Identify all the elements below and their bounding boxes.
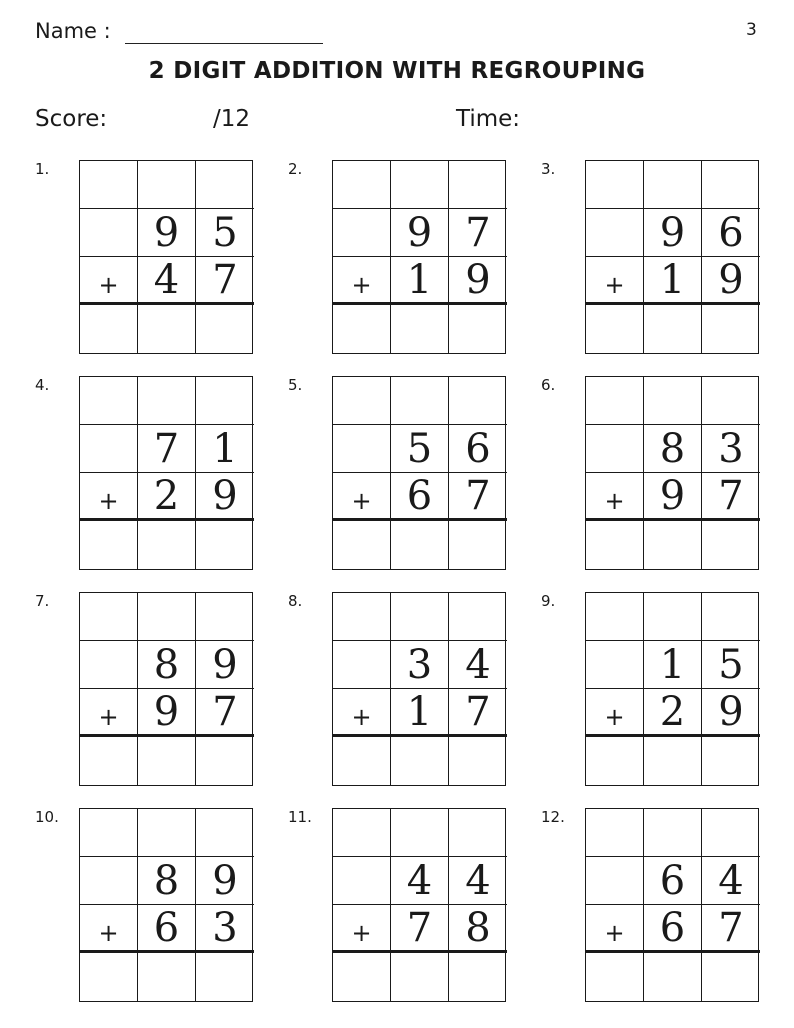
bottom-tens-digit: 6 xyxy=(138,905,196,953)
bottom-ones-digit: 8 xyxy=(449,905,507,953)
empty-cell xyxy=(586,209,644,257)
answer-hundreds-cell[interactable] xyxy=(333,737,391,785)
answer-ones-cell[interactable] xyxy=(449,521,507,569)
addition-problem xyxy=(288,808,528,1008)
empty-cell xyxy=(80,641,138,689)
answer-hundreds-cell[interactable] xyxy=(586,953,644,1001)
top-tens-digit: 8 xyxy=(138,857,196,905)
bottom-ones-digit: 3 xyxy=(196,905,254,953)
top-ones-digit: 4 xyxy=(449,857,507,905)
name-line[interactable] xyxy=(125,43,323,44)
carry-cell-1[interactable] xyxy=(138,377,196,425)
bottom-ones-digit: 9 xyxy=(702,257,760,305)
carry-cell-0[interactable] xyxy=(333,809,391,857)
carry-cell-0[interactable] xyxy=(80,377,138,425)
answer-ones-cell[interactable] xyxy=(702,305,760,353)
bottom-tens-digit: 2 xyxy=(138,473,196,521)
carry-cell-2[interactable] xyxy=(196,593,254,641)
bottom-ones-digit: 7 xyxy=(702,905,760,953)
answer-ones-cell[interactable] xyxy=(196,521,254,569)
answer-hundreds-cell[interactable] xyxy=(333,305,391,353)
bottom-ones-digit: 9 xyxy=(196,473,254,521)
problem-number: 11. xyxy=(288,808,312,826)
answer-ones-cell[interactable] xyxy=(449,305,507,353)
empty-cell xyxy=(333,209,391,257)
answer-tens-cell[interactable] xyxy=(644,953,702,1001)
carry-cell-1[interactable] xyxy=(391,593,449,641)
top-tens-digit: 6 xyxy=(644,857,702,905)
answer-tens-cell[interactable] xyxy=(391,737,449,785)
bottom-tens-digit: 1 xyxy=(391,689,449,737)
top-tens-digit: 4 xyxy=(391,857,449,905)
answer-hundreds-cell[interactable] xyxy=(586,521,644,569)
carry-cell-2[interactable] xyxy=(196,161,254,209)
top-tens-digit: 1 xyxy=(644,641,702,689)
carry-cell-1[interactable] xyxy=(138,161,196,209)
answer-hundreds-cell[interactable] xyxy=(80,305,138,353)
addition-problem xyxy=(541,592,781,792)
problem-grid-box xyxy=(79,592,253,786)
top-tens-digit: 9 xyxy=(138,209,196,257)
answer-ones-cell[interactable] xyxy=(702,521,760,569)
plus-sign: + xyxy=(586,257,644,305)
addition-problem xyxy=(35,592,275,792)
top-ones-digit: 9 xyxy=(196,641,254,689)
carry-cell-2[interactable] xyxy=(449,809,507,857)
carry-cell-1[interactable] xyxy=(644,593,702,641)
carry-cell-2[interactable] xyxy=(196,377,254,425)
top-tens-digit: 7 xyxy=(138,425,196,473)
addition-problem xyxy=(35,376,275,576)
problem-number: 3. xyxy=(541,160,556,178)
addition-problem xyxy=(288,592,528,792)
answer-hundreds-cell[interactable] xyxy=(80,953,138,1001)
answer-ones-cell[interactable] xyxy=(196,953,254,1001)
top-ones-digit: 6 xyxy=(702,209,760,257)
bottom-ones-digit: 9 xyxy=(702,689,760,737)
answer-ones-cell[interactable] xyxy=(702,737,760,785)
problem-number: 8. xyxy=(288,592,303,610)
carry-cell-1[interactable] xyxy=(391,809,449,857)
top-ones-digit: 9 xyxy=(196,857,254,905)
top-tens-digit: 9 xyxy=(391,209,449,257)
carry-cell-1[interactable] xyxy=(391,161,449,209)
bottom-tens-digit: 9 xyxy=(138,689,196,737)
carry-cell-2[interactable] xyxy=(702,809,760,857)
plus-sign: + xyxy=(80,257,138,305)
addition-problem xyxy=(541,376,781,576)
empty-cell xyxy=(586,425,644,473)
carry-cell-0[interactable] xyxy=(80,809,138,857)
worksheet-title: 2 DIGIT ADDITION WITH REGROUPING xyxy=(148,58,646,84)
top-tens-digit: 5 xyxy=(391,425,449,473)
problem-grid-box xyxy=(332,160,506,354)
carry-cell-0[interactable] xyxy=(333,377,391,425)
problem-number: 1. xyxy=(35,160,50,178)
problem-grid-box xyxy=(332,376,506,570)
carry-cell-1[interactable] xyxy=(138,809,196,857)
carry-cell-2[interactable] xyxy=(702,161,760,209)
bottom-tens-digit: 6 xyxy=(644,905,702,953)
bottom-tens-digit: 7 xyxy=(391,905,449,953)
answer-tens-cell[interactable] xyxy=(644,305,702,353)
top-ones-digit: 4 xyxy=(702,857,760,905)
empty-cell xyxy=(80,209,138,257)
problem-grid-box xyxy=(79,808,253,1002)
plus-sign: + xyxy=(333,473,391,521)
answer-hundreds-cell[interactable] xyxy=(333,953,391,1001)
problem-number: 10. xyxy=(35,808,59,826)
plus-sign: + xyxy=(80,689,138,737)
bottom-tens-digit: 9 xyxy=(644,473,702,521)
carry-cell-2[interactable] xyxy=(449,377,507,425)
plus-sign: + xyxy=(333,905,391,953)
carry-cell-2[interactable] xyxy=(449,161,507,209)
plus-sign: + xyxy=(333,689,391,737)
top-ones-digit: 6 xyxy=(449,425,507,473)
addition-problem xyxy=(35,160,275,360)
carry-cell-2[interactable] xyxy=(702,377,760,425)
problem-number: 4. xyxy=(35,376,50,394)
problem-number: 2. xyxy=(288,160,303,178)
bottom-ones-digit: 7 xyxy=(449,473,507,521)
answer-tens-cell[interactable] xyxy=(391,305,449,353)
plus-sign: + xyxy=(586,905,644,953)
answer-ones-cell[interactable] xyxy=(196,737,254,785)
answer-hundreds-cell[interactable] xyxy=(586,305,644,353)
addition-problem xyxy=(35,808,275,1008)
problem-grid-box xyxy=(585,808,759,1002)
answer-hundreds-cell[interactable] xyxy=(333,521,391,569)
score-total: /12 xyxy=(213,106,251,132)
carry-cell-0[interactable] xyxy=(586,377,644,425)
carry-cell-0[interactable] xyxy=(333,161,391,209)
name-label: Name : xyxy=(35,19,111,43)
carry-cell-0[interactable] xyxy=(586,593,644,641)
score-label: Score: xyxy=(35,106,108,132)
plus-sign: + xyxy=(586,689,644,737)
top-tens-digit: 8 xyxy=(644,425,702,473)
plus-sign: + xyxy=(586,473,644,521)
answer-tens-cell[interactable] xyxy=(644,521,702,569)
top-ones-digit: 7 xyxy=(449,209,507,257)
problem-number: 7. xyxy=(35,592,50,610)
top-tens-digit: 8 xyxy=(138,641,196,689)
answer-ones-cell[interactable] xyxy=(196,305,254,353)
plus-sign: + xyxy=(80,473,138,521)
bottom-ones-digit: 7 xyxy=(196,257,254,305)
plus-sign: + xyxy=(333,257,391,305)
top-ones-digit: 4 xyxy=(449,641,507,689)
problem-grid-box xyxy=(332,592,506,786)
bottom-ones-digit: 7 xyxy=(702,473,760,521)
problem-grid-box xyxy=(332,808,506,1002)
empty-cell xyxy=(333,641,391,689)
carry-cell-1[interactable] xyxy=(644,809,702,857)
addition-problem xyxy=(288,376,528,576)
problem-grid-box xyxy=(585,160,759,354)
answer-tens-cell[interactable] xyxy=(138,305,196,353)
answer-tens-cell[interactable] xyxy=(391,953,449,1001)
answer-ones-cell[interactable] xyxy=(449,737,507,785)
problem-number: 5. xyxy=(288,376,303,394)
bottom-ones-digit: 9 xyxy=(449,257,507,305)
bottom-tens-digit: 2 xyxy=(644,689,702,737)
top-ones-digit: 5 xyxy=(702,641,760,689)
carry-cell-2[interactable] xyxy=(196,809,254,857)
addition-problem xyxy=(288,160,528,360)
answer-tens-cell[interactable] xyxy=(644,737,702,785)
carry-cell-1[interactable] xyxy=(138,593,196,641)
answer-tens-cell[interactable] xyxy=(138,737,196,785)
carry-cell-0[interactable] xyxy=(333,593,391,641)
carry-cell-0[interactable] xyxy=(586,809,644,857)
carry-cell-2[interactable] xyxy=(449,593,507,641)
answer-hundreds-cell[interactable] xyxy=(80,737,138,785)
top-ones-digit: 3 xyxy=(702,425,760,473)
answer-ones-cell[interactable] xyxy=(449,953,507,1001)
problem-number: 9. xyxy=(541,592,556,610)
problem-grid-box xyxy=(585,376,759,570)
carry-cell-0[interactable] xyxy=(80,593,138,641)
page-number: 3 xyxy=(746,20,757,40)
answer-tens-cell[interactable] xyxy=(138,521,196,569)
answer-hundreds-cell[interactable] xyxy=(80,521,138,569)
bottom-tens-digit: 1 xyxy=(644,257,702,305)
problem-number: 12. xyxy=(541,808,565,826)
bottom-ones-digit: 7 xyxy=(196,689,254,737)
answer-tens-cell[interactable] xyxy=(391,521,449,569)
empty-cell xyxy=(586,857,644,905)
bottom-tens-digit: 1 xyxy=(391,257,449,305)
empty-cell xyxy=(333,857,391,905)
carry-cell-0[interactable] xyxy=(80,161,138,209)
top-tens-digit: 3 xyxy=(391,641,449,689)
empty-cell xyxy=(80,425,138,473)
top-ones-digit: 1 xyxy=(196,425,254,473)
bottom-tens-digit: 6 xyxy=(391,473,449,521)
problem-grid-box xyxy=(79,376,253,570)
answer-ones-cell[interactable] xyxy=(702,953,760,1001)
addition-problem xyxy=(541,808,781,1008)
top-tens-digit: 9 xyxy=(644,209,702,257)
empty-cell xyxy=(586,641,644,689)
answer-hundreds-cell[interactable] xyxy=(586,737,644,785)
plus-sign: + xyxy=(80,905,138,953)
bottom-tens-digit: 4 xyxy=(138,257,196,305)
empty-cell xyxy=(80,857,138,905)
top-ones-digit: 5 xyxy=(196,209,254,257)
carry-cell-1[interactable] xyxy=(644,161,702,209)
time-label: Time: xyxy=(456,106,521,132)
addition-problem xyxy=(541,160,781,360)
carry-cell-1[interactable] xyxy=(644,377,702,425)
empty-cell xyxy=(333,425,391,473)
problem-number: 6. xyxy=(541,376,556,394)
answer-tens-cell[interactable] xyxy=(138,953,196,1001)
carry-cell-0[interactable] xyxy=(586,161,644,209)
bottom-ones-digit: 7 xyxy=(449,689,507,737)
carry-cell-2[interactable] xyxy=(702,593,760,641)
carry-cell-1[interactable] xyxy=(391,377,449,425)
problem-grid-box xyxy=(585,592,759,786)
problem-grid-box xyxy=(79,160,253,354)
